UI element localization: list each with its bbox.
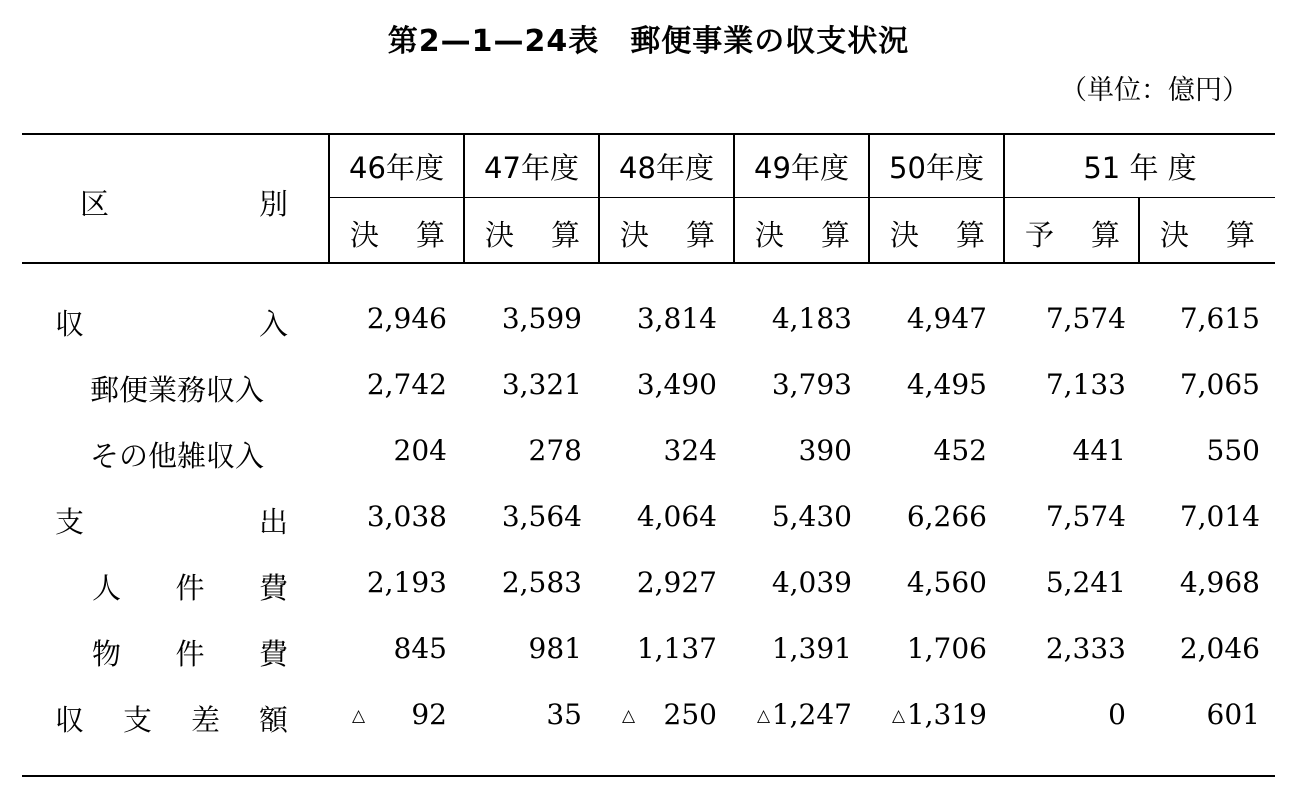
unit-note: （単位：億円）: [1060, 75, 1249, 106]
table-cell: 5,430: [771, 500, 852, 533]
row-label: 支 出: [55, 505, 288, 539]
table-cell: 2,046: [1179, 632, 1260, 665]
table-title: 第2—1—24表 郵便事業の収支状況: [387, 24, 910, 59]
table-cell: 2,333: [1045, 632, 1126, 665]
table-cell: 550: [1206, 434, 1260, 467]
subheader-kessan: 決 算: [620, 218, 715, 252]
table-cell: 7,133: [1045, 368, 1126, 401]
year-header-46: 46年度: [349, 151, 444, 185]
subheader-kessan: 決 算: [350, 218, 445, 252]
table-cell: 7,574: [1045, 302, 1126, 335]
table-cell: 1,247: [771, 698, 852, 731]
table-cell: 3,490: [636, 368, 717, 401]
table-cell: 3,793: [771, 368, 852, 401]
table-cell: 1,137: [636, 632, 717, 665]
year-subheader-rule: [329, 197, 1275, 198]
year-header-51: 51 年 度: [1083, 151, 1197, 185]
row-label: その他雑収入: [90, 439, 265, 473]
table-cell: 7,574: [1045, 500, 1126, 533]
table-cell: 4,039: [771, 566, 852, 599]
year-header-48: 48年度: [619, 151, 714, 185]
table-cell: 1,391: [771, 632, 852, 665]
table-cell: 4,183: [771, 302, 852, 335]
subheader-kessan: 決 算: [1160, 218, 1255, 252]
table-cell: 4,947: [906, 302, 987, 335]
table-cell: 3,038: [366, 500, 447, 533]
table-cell: 3,814: [636, 302, 717, 335]
table-cell: 4,968: [1179, 566, 1260, 599]
table-cell: 324: [663, 434, 717, 467]
table-cell: 4,064: [636, 500, 717, 533]
header-bottom-rule: [22, 262, 1275, 264]
table-cell: 250: [663, 698, 717, 731]
top-rule: [22, 133, 1275, 135]
table-cell: 7,065: [1179, 368, 1260, 401]
subheader-yosan: 予 算: [1025, 218, 1120, 252]
table-cell: 3,321: [501, 368, 582, 401]
subheader-kessan: 決 算: [890, 218, 985, 252]
table-cell: 845: [393, 632, 447, 665]
table-cell: 1,319: [906, 698, 987, 731]
year-header-47: 47年度: [484, 151, 579, 185]
table-cell: 5,241: [1045, 566, 1126, 599]
table-cell: 981: [528, 632, 582, 665]
table-cell: 204: [393, 434, 447, 467]
table-cell: 601: [1206, 698, 1260, 731]
table-cell: 2,193: [366, 566, 447, 599]
negative-mark: △: [757, 706, 771, 726]
subheader-kessan: 決 算: [485, 218, 580, 252]
table-cell: 2,927: [636, 566, 717, 599]
table-cell: 278: [528, 434, 582, 467]
table-cell: 2,742: [366, 368, 447, 401]
table-cell: 2,583: [501, 566, 582, 599]
subheader-kessan: 決 算: [755, 218, 850, 252]
negative-mark: △: [622, 706, 636, 726]
row-label: 物 件 費: [92, 637, 288, 671]
table-cell: 4,495: [906, 368, 987, 401]
table-cell: 2,946: [366, 302, 447, 335]
row-label: 収 入: [55, 307, 288, 341]
negative-mark: △: [892, 706, 906, 726]
negative-mark: △: [352, 706, 366, 726]
table-cell: 6,266: [906, 500, 987, 533]
row-label: 郵便業務収入: [90, 373, 265, 407]
table-cell: 390: [798, 434, 852, 467]
table-cell: 3,564: [501, 500, 582, 533]
table-cell: 92: [411, 698, 447, 731]
bottom-rule: [22, 775, 1275, 777]
table-cell: 0: [1108, 698, 1126, 731]
table-cell: 4,560: [906, 566, 987, 599]
table-cell: 35: [546, 698, 582, 731]
row-label: 収 支 差 額: [55, 703, 288, 737]
table-cell: 1,706: [906, 632, 987, 665]
category-header: 区 別: [80, 187, 288, 221]
year-header-50: 50年度: [889, 151, 984, 185]
table-cell: 441: [1072, 434, 1126, 467]
row-label: 人 件 費: [92, 571, 288, 605]
year-header-49: 49年度: [754, 151, 849, 185]
table-cell: 7,615: [1179, 302, 1260, 335]
table-cell: 452: [933, 434, 987, 467]
header-divider: [1138, 198, 1140, 264]
table-cell: 3,599: [501, 302, 582, 335]
table-cell: 7,014: [1179, 500, 1260, 533]
